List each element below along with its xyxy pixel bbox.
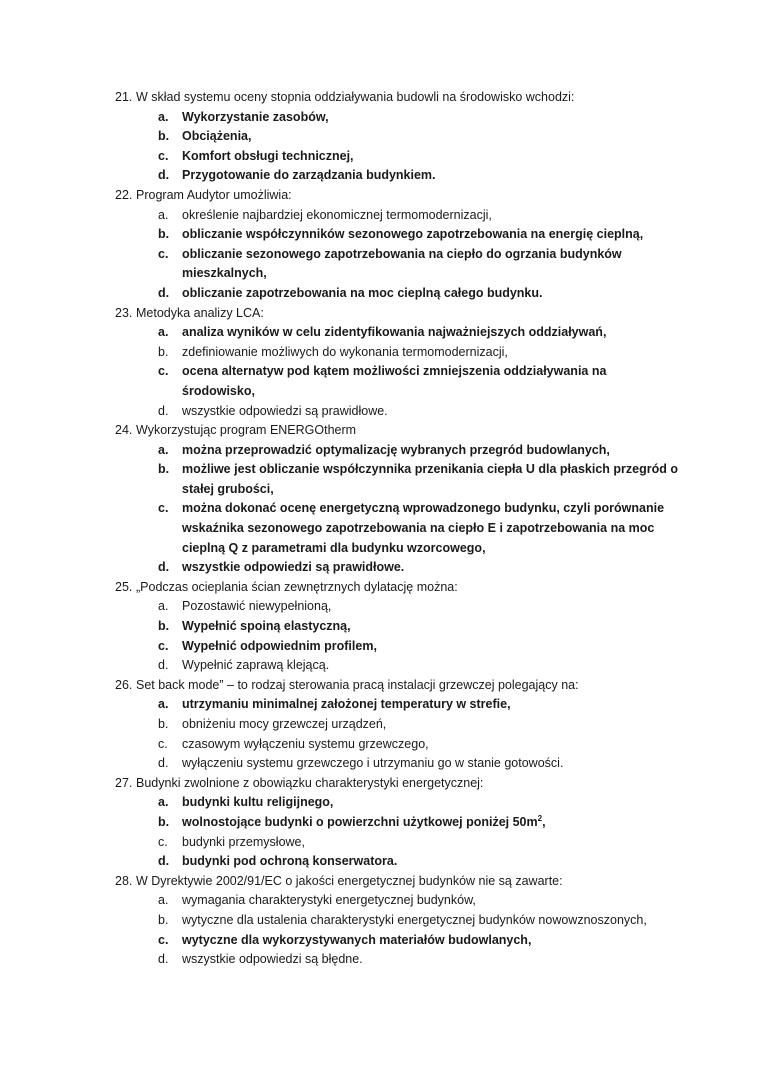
answer-text	[182, 735, 760, 755]
answer-text	[182, 695, 760, 715]
answer-text	[182, 715, 760, 735]
answer-letter: c.	[158, 932, 169, 947]
answer-option	[0, 460, 760, 499]
answer-text-main: możliwe jest obliczanie współczynnika przenikania ciepła U dla płaskich przegród o stałej grubości,	[182, 462, 678, 496]
question-text: Program Audytor umożliwia:	[136, 187, 292, 202]
answer-letter: d.	[158, 756, 169, 771]
answer-letter: c.	[158, 148, 169, 163]
answer-letter: d.	[158, 854, 170, 869]
answer-list	[0, 206, 760, 304]
answer-text-main: wszystkie odpowiedzi są prawidłowe.	[182, 560, 405, 575]
answer-letter: a.	[158, 893, 169, 908]
answer-letter: d.	[158, 403, 169, 418]
answer-option	[0, 206, 760, 226]
answer-list	[0, 695, 760, 773]
answer-letter: b.	[158, 227, 170, 242]
answer-text-main: budynki pod ochroną konserwatora.	[182, 854, 398, 869]
answer-option	[0, 127, 760, 147]
answer-letter: c.	[158, 834, 168, 849]
answer-option	[0, 166, 760, 186]
answer-letter: b.	[158, 912, 169, 927]
answer-letter: a.	[158, 442, 169, 457]
answer-text-main: określenie najbardziej ekonomicznej termomodernizacji,	[182, 207, 492, 222]
answer-text-main: obniżeniu mocy grzewczej urządzeń,	[182, 717, 387, 731]
question-number: 28.	[115, 873, 133, 888]
answer-text-main: Obciążenia,	[182, 129, 252, 144]
answer-text-main: wymagania charakterystyki energetycznej budynków,	[182, 893, 476, 908]
answer-text-main: Wypełnić zaprawą klejącą.	[182, 658, 330, 673]
answer-text	[182, 225, 760, 245]
answer-text	[182, 656, 760, 676]
answer-letter: d.	[158, 560, 170, 575]
answer-letter: b.	[158, 462, 170, 477]
answer-text-suffix: ,	[542, 814, 546, 829]
answer-option	[0, 911, 760, 931]
answer-option	[0, 695, 760, 715]
answer-text	[182, 597, 760, 617]
answer-text-main: zdefiniowanie możliwych do wykonania termomodernizacji,	[182, 344, 508, 359]
answer-letter: d.	[158, 952, 169, 967]
answer-letter: a.	[158, 109, 169, 124]
question-number: 27.	[115, 775, 133, 790]
answer-option	[0, 343, 760, 363]
answer-text-main: Przygotowanie do zarządzania budynkiem.	[182, 168, 436, 183]
answer-text	[182, 950, 760, 970]
answer-letter: a.	[158, 795, 169, 810]
question-line	[0, 421, 760, 441]
answer-letter: c.	[158, 364, 169, 379]
question-24	[0, 421, 760, 578]
answer-option	[0, 715, 760, 735]
answer-text	[182, 166, 760, 186]
question-number: 26.	[115, 677, 133, 692]
answer-text-main: ocena alternatyw pod kątem możliwości zmniejszenia oddziaływania na środowisko,	[182, 364, 607, 398]
answer-option	[0, 323, 760, 343]
question-number: 24.	[115, 423, 133, 438]
answer-text-main: Komfort obsługi technicznej,	[182, 148, 354, 163]
question-28	[0, 872, 760, 970]
answer-text	[182, 617, 760, 637]
answer-letter: a.	[158, 207, 169, 222]
superscript: 2	[537, 813, 543, 823]
question-text: Budynki zwolnione z obowiązku charakterystyki energetycznej:	[136, 775, 484, 790]
answer-letter: d.	[158, 658, 169, 673]
answer-letter: c.	[158, 736, 168, 751]
question-line	[0, 676, 760, 696]
answer-option	[0, 499, 760, 558]
answer-text-main: Wypełnić spoiną elastyczną,	[182, 619, 351, 634]
answer-text	[182, 754, 760, 774]
answer-text-main: wytyczne dla ustalenia charakterystyki energetycznej budynków nowowznoszonych,	[182, 912, 647, 927]
answer-letter: b.	[158, 717, 169, 731]
answer-text-main: wytyczne dla wykorzystywanych materiałów budowlanych,	[182, 932, 532, 947]
answer-text	[182, 108, 760, 128]
answer-text-main: analiza wyników w celu zidentyfikowania najważniejszych oddziaływań,	[182, 325, 607, 340]
answer-option	[0, 735, 760, 755]
answer-option	[0, 793, 760, 813]
answer-text	[182, 147, 760, 167]
answer-text-main: budynki przemysłowe,	[182, 834, 305, 849]
answer-letter: a.	[158, 325, 169, 340]
answer-letter: a.	[158, 599, 169, 614]
answer-text	[182, 833, 760, 853]
question-number: 23.	[115, 305, 133, 320]
answer-text-main: utrzymaniu minimalnej założonej temperatury w strefie,	[182, 697, 511, 712]
answer-text	[182, 793, 760, 813]
answer-text-main: Wykorzystanie zasobów,	[182, 109, 329, 124]
answer-list	[0, 323, 760, 421]
answer-text-main: obliczanie zapotrzebowania na moc cieplną całego budynku.	[182, 285, 543, 300]
answer-option	[0, 950, 760, 970]
question-number: 21.	[115, 90, 133, 104]
question-23	[0, 304, 760, 422]
answer-text	[182, 343, 760, 363]
answer-letter: c.	[158, 638, 169, 653]
answer-list	[0, 597, 760, 675]
question-text: Set back mode” – to rodzaj sterowania pracą instalacji grzewczej polegający na:	[136, 677, 579, 692]
answer-list	[0, 891, 760, 969]
answer-text	[182, 852, 760, 872]
answer-text	[182, 637, 760, 657]
answer-text-main: obliczanie współczynników sezonowego zapotrzebowania na energię cieplną,	[182, 227, 644, 242]
question-text: „Podczas ocieplania ścian zewnętrznych dylatację można:	[136, 579, 458, 594]
answer-text-main: wyłączeniu systemu grzewczego i utrzymaniu go w stanie gotowości.	[182, 756, 564, 771]
answer-text	[182, 402, 760, 422]
answer-list	[0, 793, 760, 871]
answer-option	[0, 558, 760, 578]
answer-text-main: obliczanie sezonowego zapotrzebowania na ciepło do ogrzania budynków mieszkalnych,	[182, 246, 622, 281]
answer-option	[0, 362, 760, 401]
question-line	[0, 578, 760, 598]
question-text: Metodyka analizy LCA:	[136, 305, 264, 320]
answer-text-main: można przeprowadzić optymalizację wybranych przegród budowlanych,	[182, 442, 610, 457]
answer-option	[0, 147, 760, 167]
question-number: 25.	[115, 579, 133, 594]
answer-option	[0, 597, 760, 617]
answer-option	[0, 813, 760, 833]
answer-text-main: Wypełnić odpowiednim profilem,	[182, 638, 377, 653]
answer-option	[0, 754, 760, 774]
answer-option	[0, 931, 760, 951]
answer-text-main: wszystkie odpowiedzi są błędne.	[182, 952, 363, 967]
answer-text	[182, 931, 760, 951]
answer-option	[0, 617, 760, 637]
answer-text-main: Pozostawić niewypełnioną,	[182, 599, 332, 614]
answer-text	[182, 362, 760, 401]
answer-text	[182, 813, 760, 833]
answer-option	[0, 891, 760, 911]
answer-text	[182, 558, 760, 578]
question-text: Wykorzystując program ENERGOtherm	[136, 423, 357, 438]
answer-text	[182, 284, 760, 304]
answer-text-main: można dokonać ocenę energetyczną wprowadzonego budynku, czyli porównanie wskaźnika sezonowego zapotrzebowania na ciepło E i zapotrzebowania na moc cieplną Q z parametrami dla budynku wzorcowego,	[182, 501, 665, 555]
question-line	[0, 774, 760, 794]
answer-letter: a.	[158, 697, 169, 712]
answer-option	[0, 225, 760, 245]
question-25	[0, 578, 760, 676]
document-page	[0, 88, 760, 970]
answer-text-main: budynki kultu religijnego,	[182, 795, 334, 810]
answer-option	[0, 402, 760, 422]
question-line	[0, 304, 760, 324]
answer-text	[182, 499, 760, 558]
answer-text	[182, 323, 760, 343]
answer-option	[0, 245, 760, 284]
answer-letter: b.	[158, 619, 170, 634]
answer-letter: d.	[158, 168, 170, 183]
question-text: W Dyrektywie 2002/91/EC o jakości energetycznej budynków nie są zawarte:	[136, 873, 563, 888]
answer-text-main: wolnostojące budynki o powierzchni użytkowej poniżej 50m	[182, 814, 538, 829]
answer-option	[0, 852, 760, 872]
question-line	[0, 872, 760, 892]
answer-letter: c.	[158, 501, 169, 516]
question-line	[0, 88, 760, 108]
question-21	[0, 88, 760, 186]
answer-letter: d.	[158, 285, 170, 300]
answer-letter: b.	[158, 814, 170, 829]
answer-text	[182, 911, 760, 931]
answer-text	[182, 127, 760, 147]
answer-text	[182, 441, 760, 461]
answer-option	[0, 833, 760, 853]
question-22	[0, 186, 760, 304]
answer-option	[0, 108, 760, 128]
question-number: 22.	[115, 187, 133, 202]
answer-text	[182, 460, 760, 499]
answer-option	[0, 284, 760, 304]
question-27	[0, 774, 760, 872]
answer-text	[182, 891, 760, 911]
answer-letter: b.	[158, 129, 170, 144]
answer-list	[0, 108, 760, 186]
question-line	[0, 186, 760, 206]
answer-option	[0, 656, 760, 676]
answer-letter: b.	[158, 344, 169, 359]
answer-option	[0, 637, 760, 657]
answer-text	[182, 206, 760, 226]
answer-text	[182, 245, 760, 284]
answer-list	[0, 441, 760, 578]
answer-letter: c.	[158, 246, 169, 261]
answer-option	[0, 441, 760, 461]
answer-text-main: wszystkie odpowiedzi są prawidłowe.	[182, 403, 388, 418]
answer-text-main: czasowym wyłączeniu systemu grzewczego,	[182, 736, 429, 751]
question-text: W skład systemu oceny stopnia oddziaływania budowli na środowisko wchodzi:	[136, 90, 575, 104]
question-26	[0, 676, 760, 774]
